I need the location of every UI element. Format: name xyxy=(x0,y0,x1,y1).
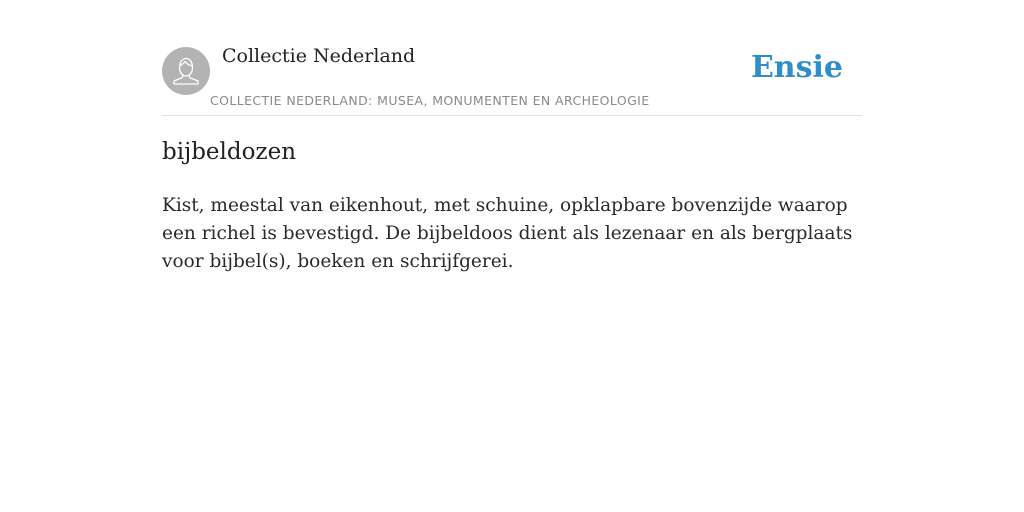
brand-logo[interactable]: Ensie xyxy=(750,50,843,85)
entry-card xyxy=(162,0,862,272)
entry-header xyxy=(162,0,862,116)
entry-definition: Kist, meestal van eikenhout, met schuine, opklapbare bovenzijde waarop een richel is bevestigd. De bijbeldoos dient als lezenaar en als bergplaats voor bijbel(s), boeken en schrijfgerei. xyxy=(162,195,853,272)
entry-term: bijbeldozen xyxy=(162,139,297,165)
user-silhouette-icon xyxy=(162,47,210,95)
avatar[interactable] xyxy=(162,47,210,95)
author-name[interactable]: Collectie Nederland xyxy=(222,45,416,67)
source-subtitle[interactable]: COLLECTIE NEDERLAND: MUSEA, MONUMENTEN EN ARCHEOLOGIE xyxy=(210,93,650,108)
